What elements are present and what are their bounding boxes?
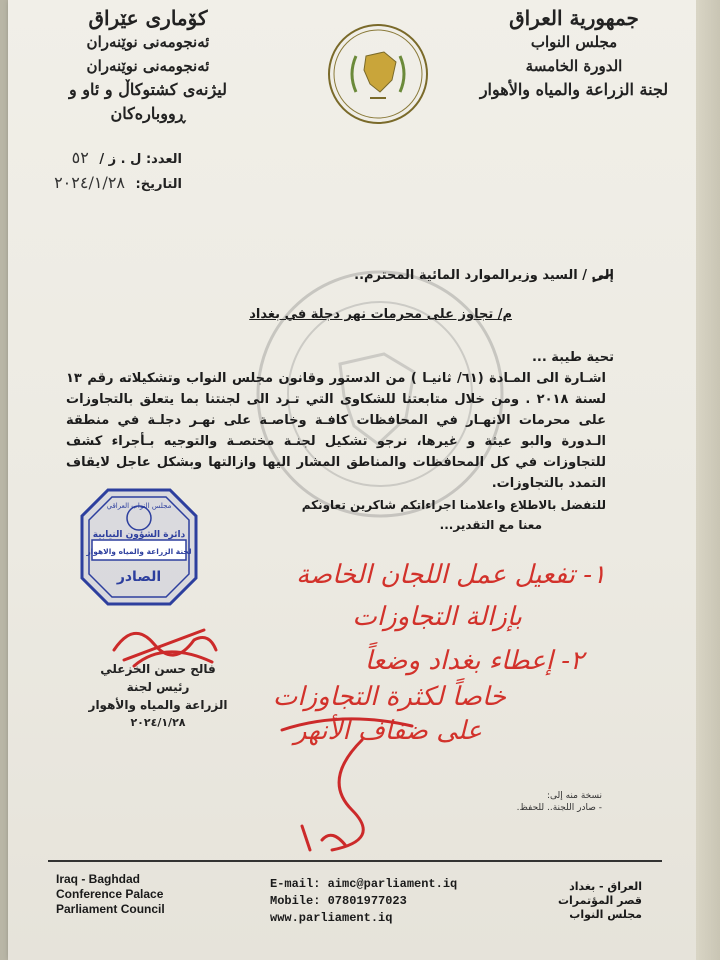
letter-subject: م/ تجاوز على محرمات نهر دجلة في بغداد <box>249 307 512 322</box>
footer-divider <box>48 860 662 862</box>
stamp-line-4: الصادر <box>116 569 162 585</box>
letter-regards: معنا مع التقدير... <box>439 518 542 532</box>
header-kurdish-line-3: ئەنجومەنی نوێنەران <box>86 57 210 75</box>
footer-web: www.parliament.iq <box>270 911 393 925</box>
signer-title: رئيس لجنة <box>126 680 190 694</box>
letter-addressee: إلى / السيد وزيرالموارد المائية المحترم.. <box>354 268 614 283</box>
footer-contact <box>270 876 457 927</box>
approval-signature-scribble <box>262 700 462 860</box>
handwritten-note-line-4: خاصاً لكثرة التجاوزات <box>272 682 506 712</box>
footer-arabic-address <box>558 880 642 922</box>
signer-date: ٢٠٢٤/١/٢٨ <box>130 716 186 729</box>
footer-arabic-line-1: العراق - بغداد <box>569 880 642 893</box>
header-arabic-line-4: لجنة الزراعة والمياه والأهوار <box>479 80 669 99</box>
reference-number-label: العدد: ل . ز / <box>99 152 182 167</box>
header-arabic-line-2: مجلس النواب <box>530 33 618 51</box>
header-kurdish-line-4: لیژنەی کشتوکاڵ و ئاو و ڕووبارەکان <box>69 80 227 123</box>
copies-title: نسخة منه إلى: <box>546 791 602 801</box>
header-arabic-line-1: جمهورية العراق <box>509 6 639 30</box>
signer-committee: الزراعة والمياه والأهوار <box>88 698 228 712</box>
header-arabic-line-3: الدورة الخامسة <box>525 57 623 75</box>
footer-email: E-mail: aimc@parliament.iq <box>270 877 458 891</box>
underlying-sheet <box>696 0 720 960</box>
header-kurdish-line-1: کۆماری عێراق <box>88 6 208 30</box>
copies-item: - صادر اللجنة.. للحفظ. <box>516 803 602 813</box>
handwritten-note-line-3: ٢- إعطاء بغداد وضعاً <box>364 646 584 676</box>
stamp-line-2: دائرة الشؤون النيابية <box>92 530 186 540</box>
copies-block <box>517 790 602 814</box>
reference-date-label: التاريخ: <box>135 177 182 192</box>
header-kurdish-line-2: ئەنجومەنی نوێنەران <box>86 33 210 51</box>
header-arabic <box>474 6 674 102</box>
letter-body: اشـارة الى المـادة (٦١/ ثانيـا ) من الدستور وقانون مجلس النواب وتشكيلاته رقم ١٣ لسنة ٢٠١٨ . ومن خلال متابعتنا للشكاوى التي تـرد الى لجنتنا بما يتعلق بالتجاوزات على محرمات الانهـار في المحافظات كافـة وخاصـة على نهـر دجلـة في منطقة الـدورة والبو عيثة و غيرها، نرجو تشكيل لجنـة مختصـة والتوجيه بـأجراء كشف للتجاوزات في كل المحافظات والمناطق المشار اليها وازالتها وبشكل عاجل لايقاف التمدد بالتجاوزات. <box>66 371 607 491</box>
reference-date <box>54 173 182 192</box>
handwritten-note-line-5: على ضفاف الأنهر <box>293 716 482 746</box>
footer-english-address <box>56 872 165 917</box>
footer-arabic-line-2: قصر المؤتمرات <box>557 894 642 907</box>
letter-sheet <box>8 0 702 960</box>
footer-arabic-line-3: مجلس النواب <box>569 908 642 921</box>
stamp-line-3: لجنة الزراعة والمياه والاهوار <box>86 547 192 556</box>
office-stamp <box>78 486 200 608</box>
header-kurdish <box>48 6 248 126</box>
reference-date-value: ٢٠٢٤/١/٢٨ <box>54 173 125 192</box>
parliament-emblem-icon <box>326 22 430 126</box>
letter-closing: للتفضل بالاطلاع واعلامنا اجراءاتكم شاكرين تعاونكم <box>301 498 606 512</box>
stamp-line-1: مجلس النواب العراقي <box>106 502 172 510</box>
handwritten-note-line-2: بإزالة التجاوزات <box>352 602 522 632</box>
footer-address-line-1: Iraq - Baghdad <box>56 872 141 886</box>
footer-address-line-2: Conference Palace <box>56 887 164 901</box>
reference-number-value: ٥٢ <box>71 148 89 167</box>
letter-greeting: تحية طيبة ... <box>531 350 614 365</box>
signer-block <box>88 660 228 732</box>
reference-number <box>72 148 182 167</box>
footer-address-line-3: Parliament Council <box>56 902 165 916</box>
signer-name: فالح حسن الخزعلي <box>100 662 216 676</box>
handwritten-note-line-1: ١- تفعيل عمل اللجان الخاصة <box>296 560 606 590</box>
footer-mobile: Mobile: 07801977023 <box>270 894 407 908</box>
